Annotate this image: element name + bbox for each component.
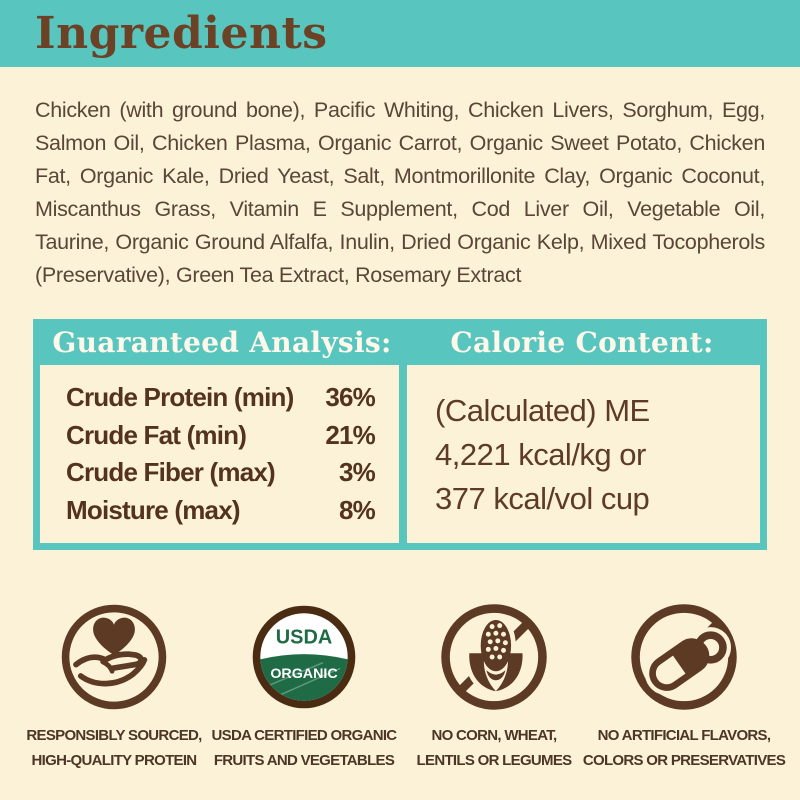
analysis-label: Crude Protein (min) <box>66 382 294 413</box>
table-row <box>66 495 375 526</box>
analysis-value: 36% <box>325 382 375 413</box>
badge-responsibly-sourced <box>20 600 208 773</box>
badge-no-artificial <box>582 600 786 773</box>
calorie-content-heading: Calorie Content: <box>450 325 714 359</box>
usda-organic-badge <box>247 600 361 714</box>
badge-label: USDA CERTIFIED ORGANIC FRUITS AND VEGETABLES <box>211 727 397 769</box>
badge-usda-organic <box>210 600 398 773</box>
svg-text:USDA: USDA <box>275 626 333 649</box>
calorie-line: 4,221 kcal/kg or <box>435 437 646 472</box>
analysis-calorie-panel <box>33 319 767 550</box>
analysis-value: 21% <box>325 419 375 450</box>
ingredients-paragraph: Chicken (with ground bone), Pacific Whiting, Chicken Livers, Sorghum, Egg, Salmon Oil, Chicken Plasma, Organic Carrot, Organic Sweet Potato, Chicken Fat, Organic Kale, Dried Yeast, Salt, Montmorillonite Clay, Organic Coconut, Miscanthus Grass, Vitamin E Supplement, Cod Liver Oil, Vegetable Oil, Taurine, Organic Ground Alfalfa, Inulin, Dried Organic Kelp, Mixed Tocopherols (Preservative), Green Tea Extract, Rosemary Extract <box>35 98 765 287</box>
certification-badges-row <box>0 600 800 773</box>
analysis-label: Crude Fat (min) <box>66 419 247 450</box>
panel-header <box>40 319 760 365</box>
page-title: Ingredients <box>35 8 328 59</box>
heart-in-hand-icon <box>57 600 171 714</box>
calorie-content-box <box>407 365 760 543</box>
no-pills-icon <box>627 600 741 714</box>
no-corn-icon <box>437 600 551 714</box>
table-row <box>66 420 375 451</box>
badge-label: NO ARTIFICIAL FLAVORS, COLORS OR PRESERVATIVES <box>582 727 786 769</box>
table-row <box>66 457 375 488</box>
analysis-value: 8% <box>339 494 375 525</box>
calorie-line: 377 kcal/vol cup <box>435 481 650 516</box>
title-band <box>0 0 800 67</box>
analysis-label: Moisture (max) <box>66 494 240 525</box>
badge-label: NO CORN, WHEAT, LENTILS OR LEGUMES <box>416 727 572 769</box>
badge-no-corn <box>400 600 588 773</box>
analysis-value: 3% <box>339 457 375 488</box>
table-row <box>66 382 375 413</box>
guaranteed-analysis-table <box>40 365 399 543</box>
calorie-line: (Calculated) ME <box>435 393 650 428</box>
badge-label: RESPONSIBLY SOURCED, HIGH-QUALITY PROTEIN <box>26 727 202 769</box>
guaranteed-analysis-heading: Guaranteed Analysis: <box>52 325 392 359</box>
svg-text:ORGANIC: ORGANIC <box>270 665 338 682</box>
analysis-label: Crude Fiber (max) <box>66 457 275 488</box>
panel-body <box>40 365 760 543</box>
